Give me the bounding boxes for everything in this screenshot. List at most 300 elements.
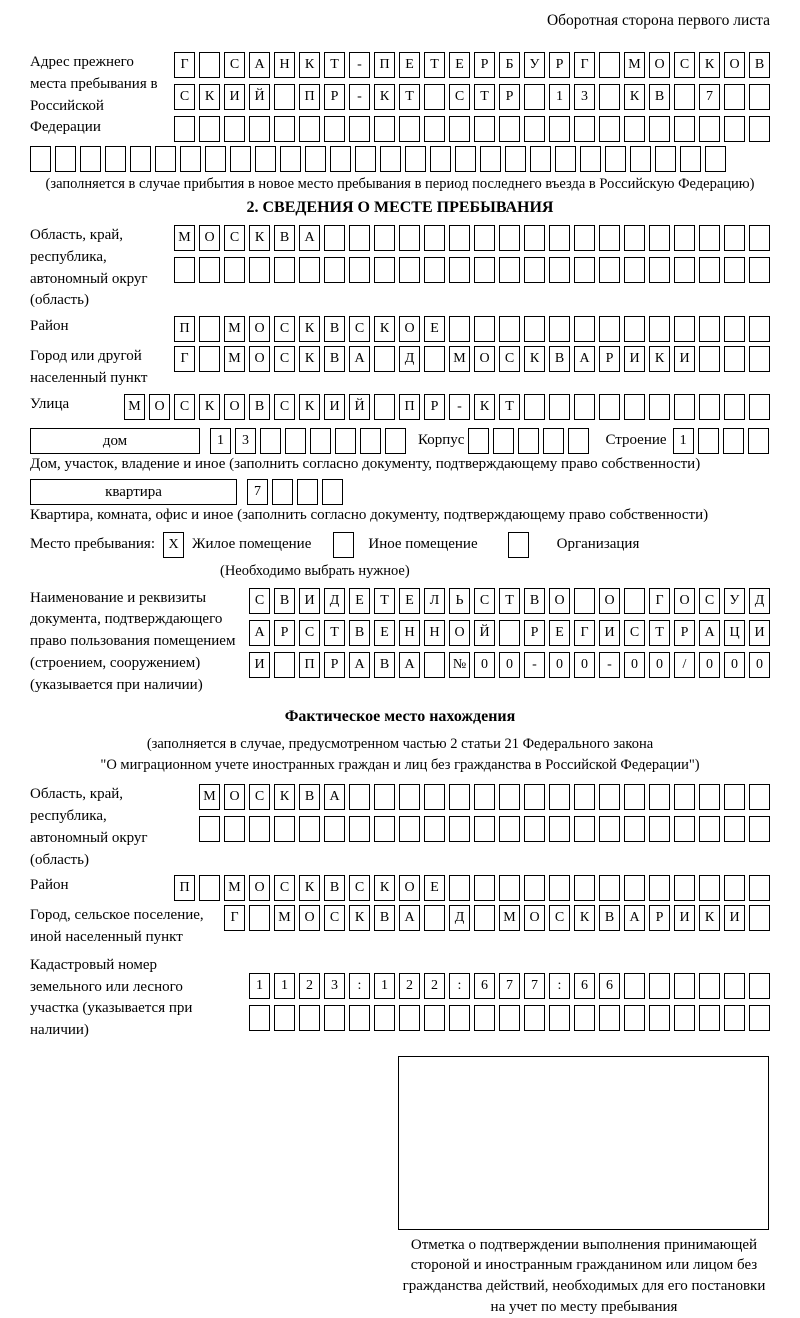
char-cell[interactable]: К	[524, 346, 545, 372]
char-cell[interactable]: У	[524, 52, 545, 78]
char-cell[interactable]: 0	[574, 652, 595, 678]
char-cell[interactable]: Е	[424, 316, 445, 342]
char-cell[interactable]: К	[249, 225, 270, 251]
char-cell[interactable]: Г	[174, 346, 195, 372]
char-cell[interactable]: В	[599, 905, 620, 931]
char-cell[interactable]	[385, 428, 406, 454]
char-cell[interactable]: В	[274, 588, 295, 614]
char-cell[interactable]: А	[349, 652, 370, 678]
char-cell[interactable]	[199, 816, 220, 842]
char-cell[interactable]: К	[374, 316, 395, 342]
char-cell[interactable]: :	[349, 973, 370, 999]
char-cell[interactable]	[405, 146, 426, 172]
char-cell[interactable]: К	[299, 875, 320, 901]
char-cell[interactable]: 1	[673, 428, 694, 454]
char-cell[interactable]: С	[474, 588, 495, 614]
char-cell[interactable]	[749, 346, 770, 372]
char-cell[interactable]: М	[224, 316, 245, 342]
char-cell[interactable]	[699, 316, 720, 342]
char-cell[interactable]	[508, 532, 529, 558]
char-cell[interactable]	[180, 146, 201, 172]
char-cell[interactable]	[349, 116, 370, 142]
char-cell[interactable]	[624, 116, 645, 142]
char-cell[interactable]: 0	[474, 652, 495, 678]
char-cell[interactable]: М	[199, 784, 220, 810]
char-cell[interactable]	[574, 225, 595, 251]
char-cell[interactable]	[249, 116, 270, 142]
char-cell[interactable]: А	[624, 905, 645, 931]
char-cell[interactable]: 1	[274, 973, 295, 999]
char-cell[interactable]	[480, 146, 501, 172]
char-cell[interactable]	[449, 225, 470, 251]
char-cell[interactable]: И	[674, 346, 695, 372]
char-cell[interactable]: Р	[324, 652, 345, 678]
char-cell[interactable]	[705, 146, 726, 172]
char-cell[interactable]	[674, 816, 695, 842]
char-cell[interactable]	[749, 816, 770, 842]
char-cell[interactable]	[574, 257, 595, 283]
char-cell[interactable]	[380, 146, 401, 172]
char-cell[interactable]: И	[299, 588, 320, 614]
char-cell[interactable]	[249, 1005, 270, 1031]
char-cell[interactable]	[199, 875, 220, 901]
char-cell[interactable]	[374, 225, 395, 251]
char-cell[interactable]: С	[174, 394, 195, 420]
char-cell[interactable]	[599, 394, 620, 420]
char-cell[interactable]	[272, 479, 293, 505]
char-cell[interactable]	[399, 225, 420, 251]
char-cell[interactable]: 0	[499, 652, 520, 678]
char-cell[interactable]	[624, 316, 645, 342]
char-cell[interactable]	[624, 225, 645, 251]
char-cell[interactable]: 3	[324, 973, 345, 999]
char-cell[interactable]: Т	[399, 84, 420, 110]
char-cell[interactable]: С	[499, 346, 520, 372]
char-cell[interactable]: 1	[249, 973, 270, 999]
char-cell[interactable]: 0	[549, 652, 570, 678]
char-cell[interactable]	[699, 225, 720, 251]
char-cell[interactable]	[155, 146, 176, 172]
char-cell[interactable]	[449, 816, 470, 842]
char-cell[interactable]: 3	[235, 428, 256, 454]
char-cell[interactable]	[255, 146, 276, 172]
char-cell[interactable]: А	[574, 346, 595, 372]
char-cell[interactable]	[424, 652, 445, 678]
char-cell[interactable]	[474, 1005, 495, 1031]
char-cell[interactable]	[374, 346, 395, 372]
char-cell[interactable]	[449, 784, 470, 810]
char-cell[interactable]	[674, 394, 695, 420]
char-cell[interactable]	[674, 1005, 695, 1031]
char-cell[interactable]	[224, 116, 245, 142]
char-cell[interactable]	[330, 146, 351, 172]
char-cell[interactable]: Е	[449, 52, 470, 78]
char-cell[interactable]: М	[499, 905, 520, 931]
char-cell[interactable]	[724, 816, 745, 842]
char-cell[interactable]	[518, 428, 539, 454]
char-cell[interactable]: Н	[274, 52, 295, 78]
char-cell[interactable]: И	[624, 346, 645, 372]
char-cell[interactable]: А	[399, 652, 420, 678]
char-cell[interactable]	[349, 784, 370, 810]
char-cell[interactable]	[699, 1005, 720, 1031]
char-cell[interactable]: А	[324, 784, 345, 810]
char-cell[interactable]: А	[299, 225, 320, 251]
char-cell[interactable]	[599, 816, 620, 842]
char-cell[interactable]: В	[749, 52, 770, 78]
char-cell[interactable]	[574, 116, 595, 142]
char-cell[interactable]: П	[174, 875, 195, 901]
char-cell[interactable]	[674, 875, 695, 901]
char-cell[interactable]	[655, 146, 676, 172]
mesto-option-2-checkbox[interactable]	[333, 532, 354, 558]
char-cell[interactable]	[649, 816, 670, 842]
char-cell[interactable]: О	[474, 346, 495, 372]
char-cell[interactable]: У	[724, 588, 745, 614]
char-cell[interactable]	[274, 116, 295, 142]
char-cell[interactable]: С	[349, 875, 370, 901]
char-cell[interactable]: О	[224, 394, 245, 420]
char-cell[interactable]	[574, 394, 595, 420]
char-cell[interactable]	[355, 146, 376, 172]
char-cell[interactable]	[630, 146, 651, 172]
char-cell[interactable]	[474, 316, 495, 342]
char-cell[interactable]	[199, 52, 220, 78]
char-cell[interactable]: К	[199, 394, 220, 420]
char-cell[interactable]: С	[224, 52, 245, 78]
char-cell[interactable]	[299, 257, 320, 283]
char-cell[interactable]: -	[524, 652, 545, 678]
char-cell[interactable]	[574, 316, 595, 342]
char-cell[interactable]	[30, 146, 51, 172]
char-cell[interactable]: С	[274, 875, 295, 901]
char-cell[interactable]	[649, 316, 670, 342]
char-cell[interactable]: О	[449, 620, 470, 646]
char-cell[interactable]: О	[399, 316, 420, 342]
char-cell[interactable]: Е	[399, 588, 420, 614]
char-cell[interactable]	[324, 1005, 345, 1031]
char-cell[interactable]	[224, 816, 245, 842]
char-cell[interactable]: В	[649, 84, 670, 110]
char-cell[interactable]	[199, 346, 220, 372]
char-cell[interactable]: И	[724, 905, 745, 931]
char-cell[interactable]: Д	[749, 588, 770, 614]
char-cell[interactable]: В	[324, 875, 345, 901]
char-cell[interactable]: И	[749, 620, 770, 646]
char-cell[interactable]: Р	[549, 52, 570, 78]
char-cell[interactable]: Д	[324, 588, 345, 614]
char-cell[interactable]	[249, 816, 270, 842]
char-cell[interactable]	[449, 875, 470, 901]
char-cell[interactable]: С	[699, 588, 720, 614]
char-cell[interactable]	[649, 784, 670, 810]
char-cell[interactable]: Ц	[724, 620, 745, 646]
char-cell[interactable]	[549, 1005, 570, 1031]
char-cell[interactable]: С	[274, 316, 295, 342]
char-cell[interactable]	[499, 257, 520, 283]
char-cell[interactable]: Й	[349, 394, 370, 420]
char-cell[interactable]: К	[349, 905, 370, 931]
char-cell[interactable]	[499, 784, 520, 810]
char-cell[interactable]	[524, 875, 545, 901]
char-cell[interactable]: Т	[499, 588, 520, 614]
char-cell[interactable]: Й	[249, 84, 270, 110]
char-cell[interactable]	[505, 146, 526, 172]
char-cell[interactable]: X	[163, 532, 184, 558]
char-cell[interactable]: 2	[424, 973, 445, 999]
char-cell[interactable]	[674, 784, 695, 810]
char-cell[interactable]: К	[299, 52, 320, 78]
char-cell[interactable]: О	[599, 588, 620, 614]
char-cell[interactable]: 7	[499, 973, 520, 999]
char-cell[interactable]	[574, 875, 595, 901]
char-cell[interactable]	[530, 146, 551, 172]
char-cell[interactable]	[399, 784, 420, 810]
char-cell[interactable]: 6	[599, 973, 620, 999]
char-cell[interactable]	[624, 784, 645, 810]
char-cell[interactable]	[449, 1005, 470, 1031]
char-cell[interactable]: О	[249, 875, 270, 901]
char-cell[interactable]: Е	[399, 52, 420, 78]
char-cell[interactable]	[749, 784, 770, 810]
char-cell[interactable]: №	[449, 652, 470, 678]
char-cell[interactable]	[624, 588, 645, 614]
char-cell[interactable]	[499, 225, 520, 251]
char-cell[interactable]	[449, 257, 470, 283]
char-cell[interactable]	[499, 116, 520, 142]
char-cell[interactable]: А	[399, 905, 420, 931]
char-cell[interactable]: К	[299, 346, 320, 372]
char-cell[interactable]: В	[324, 316, 345, 342]
char-cell[interactable]	[574, 588, 595, 614]
char-cell[interactable]: Р	[649, 905, 670, 931]
char-cell[interactable]	[580, 146, 601, 172]
char-cell[interactable]: 1	[374, 973, 395, 999]
char-cell[interactable]	[274, 257, 295, 283]
char-cell[interactable]: 1	[549, 84, 570, 110]
char-cell[interactable]: Т	[649, 620, 670, 646]
char-cell[interactable]	[499, 620, 520, 646]
char-cell[interactable]	[174, 116, 195, 142]
char-cell[interactable]	[399, 816, 420, 842]
char-cell[interactable]	[105, 146, 126, 172]
char-cell[interactable]	[549, 784, 570, 810]
char-cell[interactable]	[724, 225, 745, 251]
char-cell[interactable]	[374, 1005, 395, 1031]
char-cell[interactable]	[724, 84, 745, 110]
char-cell[interactable]: Л	[424, 588, 445, 614]
char-cell[interactable]: К	[374, 84, 395, 110]
char-cell[interactable]	[749, 257, 770, 283]
char-cell[interactable]	[424, 905, 445, 931]
char-cell[interactable]	[605, 146, 626, 172]
char-cell[interactable]	[574, 784, 595, 810]
char-cell[interactable]: В	[324, 346, 345, 372]
char-cell[interactable]	[748, 428, 769, 454]
char-cell[interactable]: С	[324, 905, 345, 931]
char-cell[interactable]: М	[624, 52, 645, 78]
char-cell[interactable]	[297, 479, 318, 505]
char-cell[interactable]	[474, 784, 495, 810]
char-cell[interactable]	[230, 146, 251, 172]
char-cell[interactable]	[333, 532, 354, 558]
char-cell[interactable]: 0	[749, 652, 770, 678]
char-cell[interactable]: С	[674, 52, 695, 78]
char-cell[interactable]	[724, 257, 745, 283]
char-cell[interactable]: О	[149, 394, 170, 420]
char-cell[interactable]	[574, 1005, 595, 1031]
char-cell[interactable]	[724, 875, 745, 901]
char-cell[interactable]	[749, 394, 770, 420]
char-cell[interactable]	[199, 257, 220, 283]
char-cell[interactable]: С	[249, 588, 270, 614]
char-cell[interactable]	[299, 816, 320, 842]
char-cell[interactable]	[749, 973, 770, 999]
char-cell[interactable]	[549, 116, 570, 142]
char-cell[interactable]	[543, 428, 564, 454]
char-cell[interactable]: К	[199, 84, 220, 110]
char-cell[interactable]	[549, 875, 570, 901]
char-cell[interactable]: Е	[424, 875, 445, 901]
char-cell[interactable]	[599, 52, 620, 78]
char-cell[interactable]	[699, 875, 720, 901]
char-cell[interactable]: 7	[699, 84, 720, 110]
char-cell[interactable]: К	[574, 905, 595, 931]
char-cell[interactable]	[499, 316, 520, 342]
char-cell[interactable]: Й	[474, 620, 495, 646]
char-cell[interactable]	[699, 346, 720, 372]
char-cell[interactable]	[599, 225, 620, 251]
char-cell[interactable]	[649, 394, 670, 420]
char-cell[interactable]: Т	[374, 588, 395, 614]
char-cell[interactable]: С	[349, 316, 370, 342]
char-cell[interactable]	[249, 905, 270, 931]
char-cell[interactable]: О	[249, 316, 270, 342]
char-cell[interactable]	[324, 116, 345, 142]
char-cell[interactable]	[349, 1005, 370, 1031]
char-cell[interactable]	[424, 1005, 445, 1031]
char-cell[interactable]: Р	[424, 394, 445, 420]
char-cell[interactable]: О	[674, 588, 695, 614]
char-cell[interactable]: О	[299, 905, 320, 931]
char-cell[interactable]	[524, 1005, 545, 1031]
char-cell[interactable]: В	[524, 588, 545, 614]
char-cell[interactable]	[130, 146, 151, 172]
char-cell[interactable]	[224, 257, 245, 283]
char-cell[interactable]	[624, 394, 645, 420]
char-cell[interactable]	[468, 428, 489, 454]
char-cell[interactable]	[524, 257, 545, 283]
char-cell[interactable]: С	[174, 84, 195, 110]
char-cell[interactable]	[374, 394, 395, 420]
char-cell[interactable]	[524, 394, 545, 420]
char-cell[interactable]: К	[649, 346, 670, 372]
char-cell[interactable]: В	[249, 394, 270, 420]
char-cell[interactable]	[699, 784, 720, 810]
char-cell[interactable]: О	[399, 875, 420, 901]
char-cell[interactable]	[524, 84, 545, 110]
char-cell[interactable]	[305, 146, 326, 172]
char-cell[interactable]: -	[349, 52, 370, 78]
char-cell[interactable]	[374, 116, 395, 142]
char-cell[interactable]: О	[224, 784, 245, 810]
char-cell[interactable]: П	[399, 394, 420, 420]
char-cell[interactable]	[524, 225, 545, 251]
char-cell[interactable]: Р	[524, 620, 545, 646]
char-cell[interactable]: -	[599, 652, 620, 678]
char-cell[interactable]: К	[374, 875, 395, 901]
char-cell[interactable]: Т	[499, 394, 520, 420]
char-cell[interactable]: О	[724, 52, 745, 78]
char-cell[interactable]	[374, 784, 395, 810]
char-cell[interactable]	[349, 257, 370, 283]
char-cell[interactable]	[674, 84, 695, 110]
char-cell[interactable]: В	[349, 620, 370, 646]
char-cell[interactable]	[324, 225, 345, 251]
char-cell[interactable]	[474, 257, 495, 283]
char-cell[interactable]	[549, 316, 570, 342]
char-cell[interactable]	[399, 1005, 420, 1031]
char-cell[interactable]: А	[349, 346, 370, 372]
char-cell[interactable]	[574, 816, 595, 842]
char-cell[interactable]	[455, 146, 476, 172]
char-cell[interactable]	[624, 973, 645, 999]
char-cell[interactable]: К	[274, 784, 295, 810]
char-cell[interactable]	[724, 316, 745, 342]
char-cell[interactable]: П	[374, 52, 395, 78]
char-cell[interactable]	[424, 346, 445, 372]
char-cell[interactable]: :	[449, 973, 470, 999]
char-cell[interactable]: Д	[449, 905, 470, 931]
char-cell[interactable]	[699, 116, 720, 142]
char-cell[interactable]: :	[549, 973, 570, 999]
char-cell[interactable]	[549, 394, 570, 420]
char-cell[interactable]: М	[224, 875, 245, 901]
char-cell[interactable]: Р	[274, 620, 295, 646]
char-cell[interactable]: О	[649, 52, 670, 78]
char-cell[interactable]: П	[174, 316, 195, 342]
char-cell[interactable]: 0	[699, 652, 720, 678]
char-cell[interactable]	[749, 875, 770, 901]
char-cell[interactable]	[374, 257, 395, 283]
char-cell[interactable]	[624, 816, 645, 842]
char-cell[interactable]: М	[174, 225, 195, 251]
char-cell[interactable]	[674, 225, 695, 251]
char-cell[interactable]: Д	[399, 346, 420, 372]
char-cell[interactable]	[599, 1005, 620, 1031]
char-cell[interactable]	[80, 146, 101, 172]
mesto-option-3-checkbox[interactable]	[508, 532, 529, 558]
char-cell[interactable]: Б	[499, 52, 520, 78]
char-cell[interactable]: 7	[524, 973, 545, 999]
char-cell[interactable]: Т	[324, 52, 345, 78]
char-cell[interactable]	[335, 428, 356, 454]
char-cell[interactable]: В	[549, 346, 570, 372]
char-cell[interactable]: И	[324, 394, 345, 420]
char-cell[interactable]: Г	[649, 588, 670, 614]
char-cell[interactable]: Т	[474, 84, 495, 110]
char-cell[interactable]	[699, 257, 720, 283]
char-cell[interactable]	[474, 116, 495, 142]
char-cell[interactable]	[260, 428, 281, 454]
char-cell[interactable]	[680, 146, 701, 172]
char-cell[interactable]	[424, 784, 445, 810]
char-cell[interactable]	[349, 225, 370, 251]
char-cell[interactable]	[724, 1005, 745, 1031]
mesto-option-1-checkbox[interactable]	[163, 532, 184, 558]
char-cell[interactable]: 3	[574, 84, 595, 110]
char-cell[interactable]: -	[349, 84, 370, 110]
